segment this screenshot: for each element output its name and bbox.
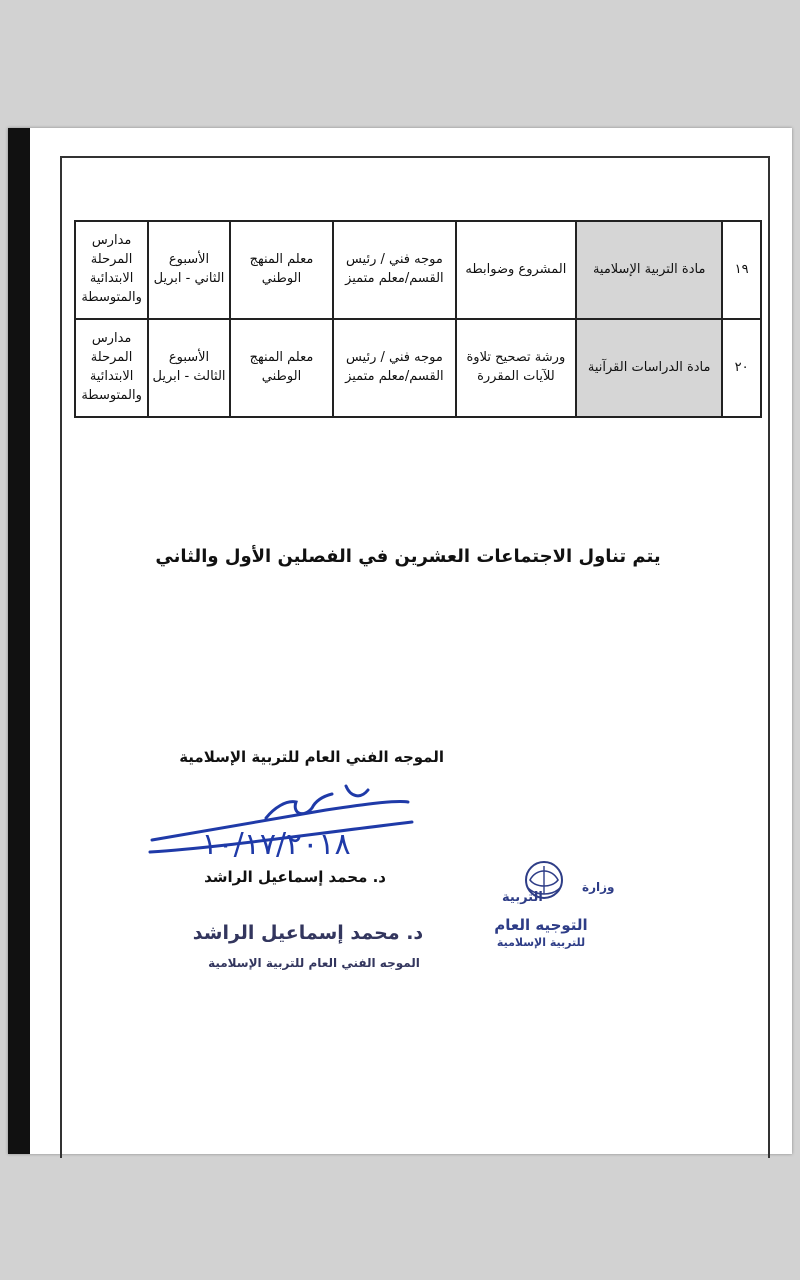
document-page [8, 128, 792, 1154]
executor-cell: موجه فني / رئيس القسم/معلم متميز [333, 221, 456, 319]
table-row [75, 221, 761, 319]
seal-ministry: وزارة [582, 880, 615, 894]
target-cell: معلم المنهج الوطني [230, 221, 333, 319]
row-number: ١٩ [722, 221, 761, 319]
place-cell: مدارس المرحلة الابتدائية والمتوسطة [75, 221, 148, 319]
place-cell: مدارس المرحلة الابتدائية والمتوسطة [75, 319, 148, 417]
meetings-note: يتم تناول الاجتماعات العشرين في الفصلين الأول والثاني [155, 546, 661, 567]
meetings-table [74, 220, 762, 418]
signatory-title: الموجه الفني العام للتربية الإسلامية [179, 748, 444, 766]
time-cell: الأسبوع الثالث - ابريل [148, 319, 230, 417]
seal-department: التوجيه العام [494, 916, 588, 934]
topic-cell: المشروع وضوابطه [456, 221, 576, 319]
subject-cell: مادة التربية الإسلامية [576, 221, 722, 319]
table-row [75, 319, 761, 417]
signature-date: ١٠/١٧/٢٠١٨ [201, 827, 351, 862]
time-cell: الأسبوع الثاني - ابريل [148, 221, 230, 319]
stamp-title: الموجه الفني العام للتربية الإسلامية [208, 956, 420, 970]
ministry-seal [486, 858, 616, 1008]
scan-edge [8, 128, 30, 1154]
signatory-name: د. محمد إسماعيل الراشد [204, 868, 386, 886]
stamp-name: د. محمد إسماعيل الراشد [192, 922, 424, 944]
executor-cell: موجه فني / رئيس القسم/معلم متميز [333, 319, 456, 417]
target-cell: معلم المنهج الوطني [230, 319, 333, 417]
topic-cell: ورشة تصحيح تلاوة للآيات المقررة [456, 319, 576, 417]
seal-subject: للتربية الإسلامية [496, 936, 586, 949]
row-number: ٢٠ [722, 319, 761, 417]
subject-cell: مادة الدراسات القرآنية [576, 319, 722, 417]
seal-education: التربية [502, 890, 543, 905]
handwritten-signature [146, 778, 426, 868]
